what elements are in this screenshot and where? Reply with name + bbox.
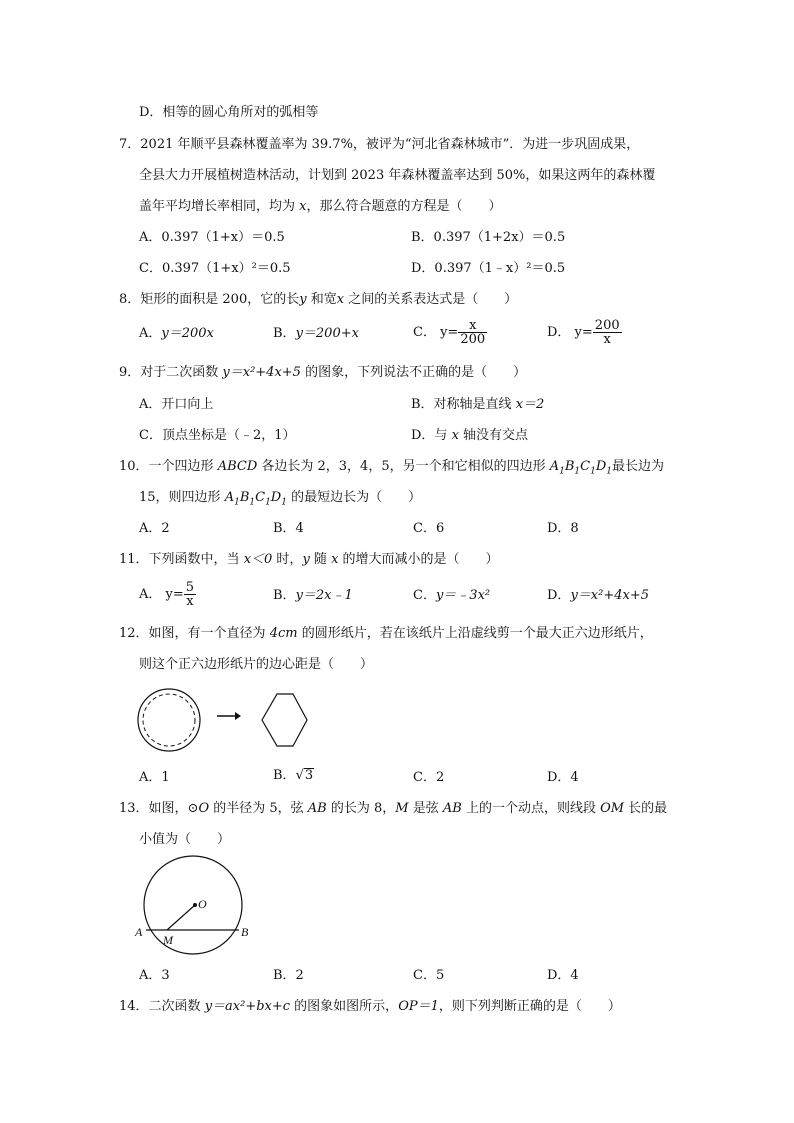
q7-text: ，那么符合题意的方程是（ ） [306,199,502,214]
sqrt-icon: √ [295,768,304,783]
q11-cond: x＜0 [243,552,273,567]
q12-figure [135,688,315,748]
q10-text: 10．一个四边形 [119,459,218,474]
q9-text: 9．对于二次函数 [119,365,223,380]
q6-option-d: D．相等的圆心角所对的弧相等 [139,105,319,120]
q13-stem-line2: 小值为（ ） [139,832,231,847]
q12-unit: 4cm [269,626,298,641]
fraction-numerator: 5 [185,580,195,595]
option-label: B． [273,768,296,783]
q10-text: 15，则四边形 [139,490,225,505]
q13-text: 是弦 [408,801,443,816]
q8-text: 之间的关系表达式是（ ） [344,292,518,307]
q11-var-y: y [302,552,310,567]
q11-text: 随 [309,552,332,567]
segment-om [167,905,195,930]
q10-option-d: D．8 [547,521,579,536]
q7-stem-line1: 7．2021 年顺平县森林覆盖率为 39.7%，被评为“河北省森林城市”．为进一步巩固成果， [119,137,640,152]
q11-stem [119,552,499,568]
fraction [458,319,487,346]
q12-option-a: A．1 [139,770,170,785]
q10-quad-name-sub: $A_1B_1C_1D_1$ [224,490,287,508]
q8-var-y: y [299,292,307,307]
option-expr: x＝2 [515,397,545,412]
q13-var: O [198,801,210,816]
hexagon-shape [262,694,307,746]
option-var: x [451,428,459,443]
q8-text: 和宽 [306,292,337,307]
fraction-numerator: x [458,319,487,333]
q13-option-a: A．3 [139,968,170,983]
fraction-denominator: 200 [460,332,486,347]
q11-option-c [413,588,490,604]
q11-option-d [547,588,649,604]
label-m: M [163,933,173,947]
q14-text: 的图象如图所示， [290,999,399,1014]
fraction [184,581,196,608]
q14-stem [119,999,621,1015]
q8-text: 8．矩形的面积是 200，它的长 [119,292,300,307]
q14-op: OP＝1 [398,999,439,1014]
arrow-head-icon [235,712,241,720]
q13-option-c: C．5 [413,968,445,983]
q9-option-b [411,397,544,413]
q11-text: 时， [272,552,303,567]
q10-quad-name: ABCD [217,459,258,474]
option-label: D． [547,588,571,603]
q8-option-c [413,319,487,346]
q13-text: 上的一个动点，则线段 [461,801,601,816]
q12-stem-line1 [119,626,653,642]
fraction-denominator: x [186,594,194,609]
option-expr: y＝2x﹣1 [295,588,353,603]
paper-circle [138,689,200,751]
q13-var: OM [600,801,625,816]
q10-option-c: C．6 [413,521,445,536]
q12-option-b [273,768,314,784]
q13-text: 的长为 8， [326,801,396,816]
q10-stem-line1 [119,459,664,475]
q14-expr: y＝ax²+bx+c [204,999,291,1014]
label-a: A [135,925,143,939]
q7-option-a: A．0.397（1+x）＝0.5 [139,230,285,245]
q13-option-b: B．2 [273,968,304,983]
q7-option-b: B．0.397（1+2x）＝0.5 [411,230,566,245]
q13-text: 13．如图，⊙ [119,801,199,816]
q13-figure [135,855,265,960]
q7-option-d: D．0.397（1﹣x）²＝0.5 [411,261,566,276]
q13-var: M [395,801,409,816]
q9-option-c: C．顶点坐标是（﹣2，1） [139,428,296,443]
fraction-numerator: 200 [594,318,620,333]
q10-quad-name-sub: $A_1B_1C_1D_1$ [549,459,613,477]
q9-option-d [411,428,528,444]
q7-stem-line3 [139,199,502,215]
option-label: B． [273,588,296,603]
q12-option-d: D．4 [547,770,579,785]
q13-text: 长的最 [624,801,668,816]
q9-text: 的图象，下列说法不正确的是（ ） [300,365,527,380]
option-text: B．对称轴是直线 [411,397,516,412]
q12-text: 12．如图，有一个直径为 [119,626,270,641]
q14-text: 14．二次函数 [119,999,205,1014]
fraction-denominator: x [603,332,611,347]
option-text: D．与 [411,428,452,443]
label-b: B [241,925,249,939]
q14-text: ，则下列判断正确的是（ ） [438,999,621,1014]
q8-option-d [547,319,622,346]
option-label: A． y= [139,587,184,602]
option-expr: y＝x²+4x+5 [570,588,649,603]
option-label: C． y= [413,325,459,340]
q11-var-x: x [331,552,339,567]
q8-option-a [139,326,214,342]
option-expr: y＝200x [161,326,214,341]
q10-stem-line2 [139,490,421,506]
q13-var: AB [307,801,327,816]
q10-text: 各边长为 2，3，4，5，另一个和它相似的四边形 [257,459,550,474]
q7-text: 盖年平均增长率相同，均为 [139,199,300,214]
label-o: O [198,897,207,911]
q9-option-a: A．开口向上 [139,397,214,412]
q8-var-x: x [336,292,345,307]
q10-option-a: A．2 [139,521,170,536]
q12-option-c: C．2 [413,770,445,785]
q9-expr: y＝x²+4x+5 [222,365,301,380]
fraction [593,319,622,346]
q13-option-d: D．4 [547,968,579,983]
q11-text: 的增大而减小的是（ ） [338,552,499,567]
q8-stem [119,292,517,308]
q12-text: 的圆形纸片，若在该纸片上沿虚线剪一个最大正六边形纸片， [297,626,653,641]
option-label: D． y= [547,325,593,340]
q10-option-b: B．4 [273,521,304,536]
q9-stem [119,365,526,381]
option-expr: y＝﹣3x² [435,588,491,603]
q10-text: 最长边为 [612,459,665,474]
q8-option-b [273,326,359,342]
q11-option-a [139,581,196,608]
option-label: C． [413,588,436,603]
q11-text: 11．下列函数中，当 [119,552,244,567]
q11-option-b [273,588,353,604]
option-label: B． [273,326,296,341]
option-label: A． [139,326,162,341]
option-text: 轴没有交点 [458,428,529,443]
q7-stem-line2: 全县大力开展植树造林活动，计划到 2023 年森林覆盖率达到 50%，如果这两年的森林覆 [139,168,656,183]
q7-var: x [299,199,307,214]
q7-option-c: C．0.397（1+x）²＝0.5 [139,261,291,276]
q13-text: 的半径为 5，弦 [209,801,308,816]
q13-var: AB [442,801,462,816]
dashed-cut-circle [143,694,195,746]
option-expr: y＝200+x [295,326,359,341]
q10-text: 的最短边长为（ ） [286,490,422,505]
center-point [193,903,197,907]
sqrt-radicand: 3 [304,768,314,783]
q12-stem-line2: 则这个正六边形纸片的边心距是（ ） [139,657,374,672]
q13-stem-line1 [119,801,667,817]
